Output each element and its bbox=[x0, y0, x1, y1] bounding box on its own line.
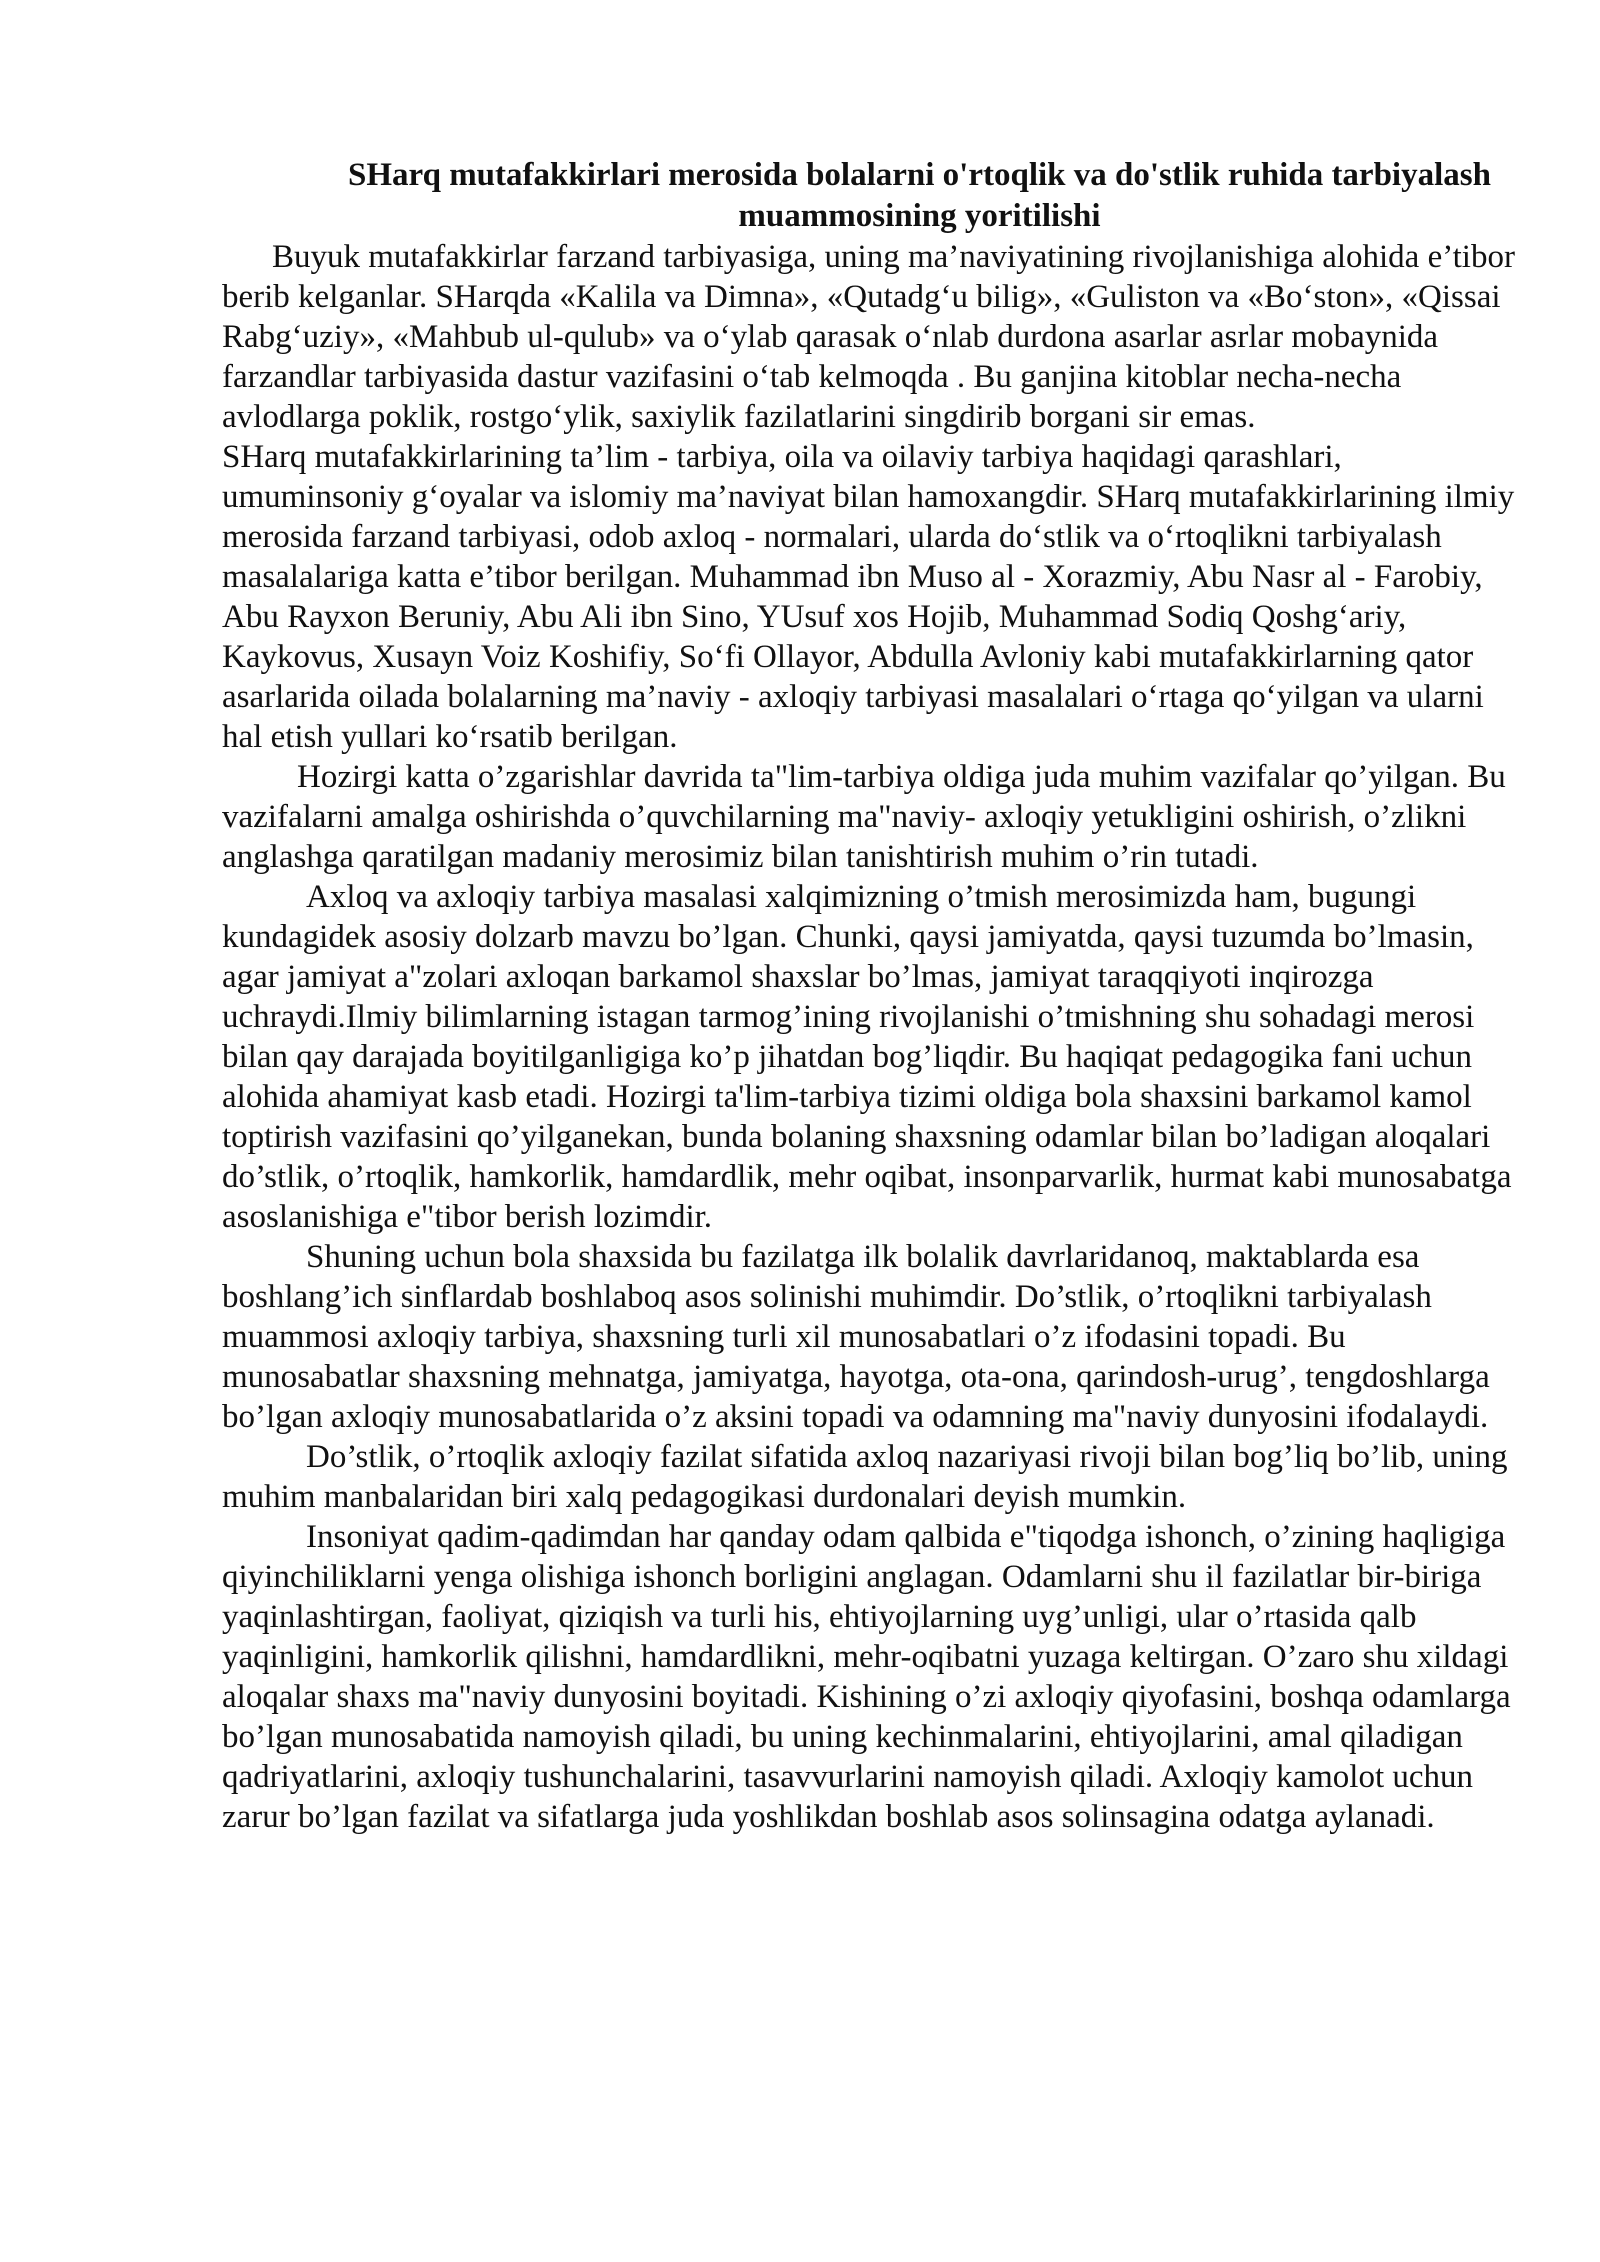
paragraph-5: Shuning uchun bola shaxsida bu fazilatga ilk bolalik davrlaridanoq, maktablarda esa boshlang’ich sinflardab boshlaboq asos solinishi muhimdir. Do’stlik, o’rtoqlikni tarbiyalash muammosi axloqiy tarbiya, shaxsning turli xil munosabatlari o’z ifodasini topadi. Bu munosabatlar shaxsning mehnatga, jamiyatga, hayotga, ota-ona, qarindosh-urug’, tengdoshlarga bo’lgan axloqiy munosabatlarida o’z aksini topadi va odamning ma"naviy dunyosini ifodalaydi. bbox=[222, 1239, 1490, 1435]
paragraph-3: Hozirgi katta o’zgarishlar davrida ta"lim-tarbiya oldiga juda muhim vazifalar qo’yilgan. Bu vazifalarni amalga oshirishda o’quvchilarning ma"naviy- axloqiy yetukligini oshirish, o’zlikni anglashga qaratilgan madaniy merosimiz bilan tanishtirish muhim o’rin tutadi. bbox=[222, 759, 1506, 875]
paragraph-1: Buyuk mutafakkirlar farzand tarbiyasiga, uning ma’naviyatining rivojlanishiga alohida e’tibor berib kelganlar. SHarqda «Kalila va Dimna», «Qutadg‘u bilig», «Guliston va «Bo‘ston», «Qissai Rabg‘uziy», «Mahbub ul-qulub» va o‘ylab qarasak o‘nlab durdona asarlar asrlar mobaynida farzandlar tarbiyasida dastur vazifasini o‘tab kelmoqda . Bu ganjina kitoblar necha-necha avlodlarga poklik, rostgo‘ylik, saxiylik fazilatlarini singdirib borgani sir emas. bbox=[222, 239, 1515, 435]
paragraph-7: Insoniyat qadim-qadimdan har qanday odam qalbida e"tiqodga ishonch, o’zining haqligiga qiyinchiliklarni yenga olishiga ishonch borligini anglagan. Odamlarni shu il fazilatlar bir-biriga yaqinlashtirgan, faoliyat, qiziqish va turli his, ehtiyojlarning uyg’unligi, ular o’rtasida qalb yaqinligini, hamkorlik qilishni, hamdardlikni, mehr-oqibatni yuzaga keltirgan. O’zaro shu xildagi aloqalar shaxs ma"naviy dunyosini boyitadi. Kishining o’zi axloqiy qiyofasini, boshqa odamlarga bo’lgan munosabatida namoyish qiladi, bu uning kechinmalarini, ehtiyojlarini, amal qiladigan qadriyatlarini, axloqiy tushunchalarini, tasavvurlarini namoyish qiladi. Axloqiy kamolot uchun zarur bo’lgan fazilat va sifatlarga juda yoshlikdan boshlab asos solinsagina odatga aylanadi. bbox=[222, 1519, 1511, 1835]
paragraph-6: Do’stlik, o’rtoqlik axloqiy fazilat sifatida axloq nazariyasi rivoji bilan bog’liq bo’lib, uning muhim manbalaridan biri xalq pedagogikasi durdonalari deyish mumkin. bbox=[222, 1439, 1508, 1515]
document-page bbox=[222, 155, 1517, 1837]
paragraph-2: SHarq mutafakkirlarining ta’lim - tarbiya, oila va oilaviy tarbiya haqidagi qarashlari, umuminsoniy g‘oyalar va islomiy ma’naviyat bilan hamoxangdir. SHarq mutafakkirlarining ilmiy merosida farzand tarbiyasi, odob axloq - normalari, ularda do‘stlik va o‘rtoqlikni tarbiyalash masalalariga katta e’tibor berilgan. Muhammad ibn Muso al - Xorazmiy, Abu Nasr al - Farobiy, Abu Rayxon Beruniy, Abu Ali ibn Sino, YUsuf xos Hojib, Muhammad Sodiq Qoshg‘ariy, Kaykovus, Xusayn Voiz Koshifiy, So‘fi Ollayor, Abdulla Avloniy kabi mutafakkirlarning qator asarlarida oilada bolalarning ma’naviy - axloqiy tarbiyasi masalalari o‘rtaga qo‘yilgan va ularni hal etish yullari ko‘rsatib berilgan. bbox=[222, 439, 1515, 755]
document-title: SHarq mutafakkirlari merosida bolalarni o'rtoqlik va do'stlik ruhida tarbiyalash muammosining yoritilishi bbox=[348, 157, 1491, 234]
paragraph-4: Axloq va axloqiy tarbiya masalasi xalqimizning o’tmish merosimizda ham, bugungi kundagidek asosiy dolzarb mavzu bo’lgan. Chunki, qaysi jamiyatda, qaysi tuzumda bo’lmasin, agar jamiyat a"zolari axloqan barkamol shaxslar bo’lmas, jamiyat taraqqiyoti inqirozga uchraydi.Ilmiy bilimlarning istagan tarmog’ining rivojlanishi o’tmishning shu sohadagi merosi bilan qay darajada boyitilganligiga ko’p jihatdan bog’liqdir. Bu haqiqat pedagogika fani uchun alohida ahamiyat kasb etadi. Hozirgi ta'lim-tarbiya tizimi oldiga bola shaxsini barkamol kamol toptirish vazifasini qo’yilganekan, bunda bolaning shaxsning odamlar bilan bo’ladigan aloqalari do’stlik, o’rtoqlik, hamkorlik, hamdardlik, mehr oqibat, insonparvarlik, hurmat kabi munosabatga asoslanishiga e"tibor berish lozimdir. bbox=[222, 879, 1512, 1235]
